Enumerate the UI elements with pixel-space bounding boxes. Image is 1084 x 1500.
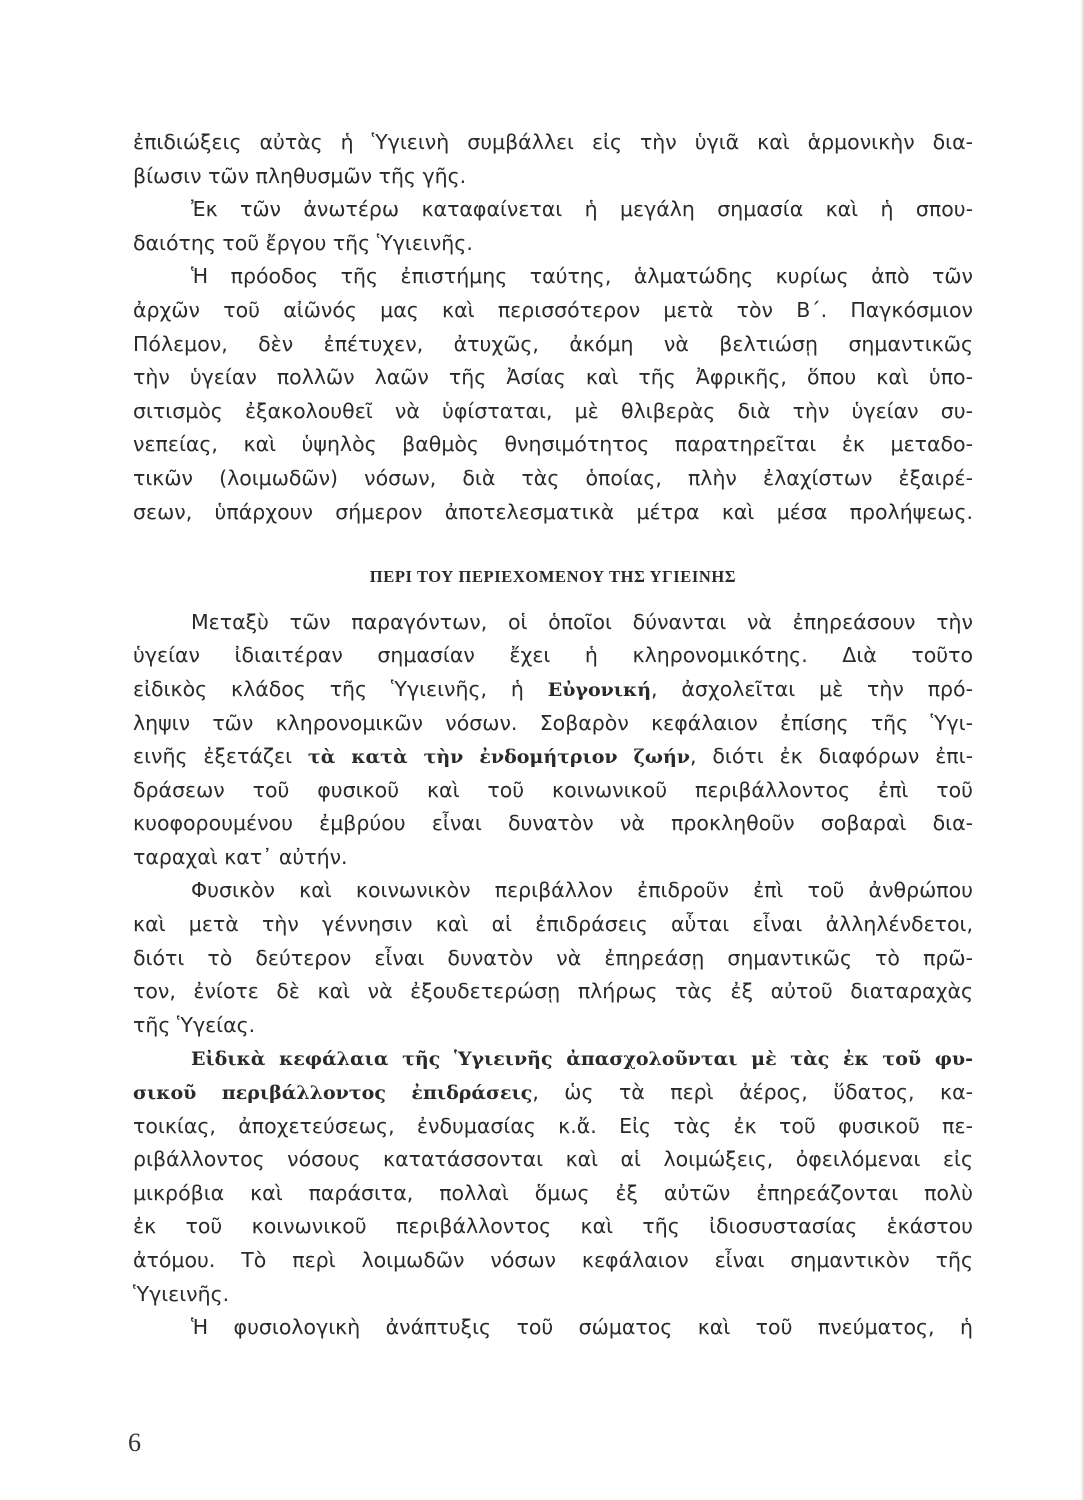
text-line: ἐκ τοῦ κοινωνικοῦ περιβάλλοντος καὶ τῆς ἰδιοσυστασίας ἑκάστου — [133, 1214, 973, 1239]
text-line: Ἡ φυσιολογικὴ ἀνάπτυξις τοῦ σώματος καὶ τοῦ πνεύματος, ἡ — [191, 1315, 973, 1340]
text-line: καὶ μετὰ τὴν γέννησιν καὶ αἱ ἐπιδράσεις αὗται εἶναι ἀλληλένδετοι, — [133, 912, 973, 937]
text-line: Πόλεμον, δὲν ἐπέτυχεν, ἀτυχῶς, ἀκόμη νὰ βελτιώσῃ σημαντικῶς — [133, 331, 973, 356]
bold-term: τὰ κατὰ τὴν ἐνδομήτριον ζωήν — [307, 746, 690, 769]
text-line: δαιότης τοῦ ἔργου τῆς Ὑγιεινῆς. — [133, 230, 473, 255]
text-line: σεων, ὑπάρχουν σήμερον ἀποτελεσματικὰ μέτρα καὶ μέσα προλήψεως. — [133, 499, 973, 524]
text-line: ληψιν τῶν κληρονομικῶν νόσων. Σοβαρὸν κεφάλαιον ἐπίσης τῆς Ὑγι- — [133, 710, 973, 735]
bold-term: Εὐγονική — [547, 678, 652, 701]
text-line — [133, 740, 973, 774]
paragraph-intro — [133, 126, 973, 529]
text-line: κυοφορουμένου ἐμβρύου εἶναι δυνατὸν νὰ προκληθοῦν σοβαραὶ δια- — [133, 811, 973, 836]
text-line: ἐπιδιώξεις αὐτὰς ἡ Ὑγιεινὴ συμβάλλει εἰς τὴν ὑγιᾶ καὶ ἁρμονικὴν δια- — [133, 130, 973, 154]
text-line: ἀρχῶν τοῦ αἰῶνός μας καὶ περισσότερον μετὰ τὸν Β΄. Παγκόσμιον — [133, 297, 973, 322]
bold-term: Εἰδικὰ κεφάλαια τῆς Ὑγιεινῆς ἀπασχολοῦνται μὲ τὰς ἐκ τοῦ φυ- — [191, 1048, 973, 1071]
bold-term: σικοῦ περιβάλλοντος ἐπιδράσεις — [133, 1082, 533, 1105]
text-run: , ὡς τὰ περὶ ἀέρος, ὕδατος, κα- — [532, 1080, 973, 1105]
text-line: Ἐκ τῶν ἀνωτέρω καταφαίνεται ἡ μεγάλη σημασία καὶ ἡ σπου- — [191, 197, 973, 222]
text-line: Ἡ πρόοδος τῆς ἐπιστήμης ταύτης, ἁλματώδης κυρίως ἀπὸ τῶν — [191, 264, 973, 289]
text-line: ταραχαὶ κατ᾽ αὐτήν. — [133, 844, 348, 869]
page-body — [133, 126, 973, 1345]
text-line: τὴν ὑγείαν πολλῶν λαῶν τῆς Ἀσίας καὶ τῆς Ἀφρικῆς, ὅπου καὶ ὑπο- — [133, 365, 973, 390]
text-run: , ἀσχολεῖται μὲ τὴν πρό- — [651, 676, 973, 701]
text-line: τικῶν (λοιμωδῶν) νόσων, διὰ τὰς ὁποίας, πλὴν ἐλαχίστων ἐξαιρέ- — [133, 465, 973, 490]
text-run: , διότι ἐκ διαφόρων ἐπι- — [689, 744, 973, 769]
text-line: τῆς Ὑγείας. — [133, 1012, 256, 1037]
paragraph-heredity — [133, 606, 973, 875]
paragraph-environment — [133, 874, 973, 1042]
text-line: ἀτόμου. Τὸ περὶ λοιμωδῶν νόσων κεφάλαιον εἶναι σημαντικὸν τῆς — [133, 1248, 973, 1272]
text-run: εινῆς ἐξετάζει — [133, 744, 308, 769]
text-line: Μεταξὺ τῶν παραγόντων, οἱ ὁποῖοι δύνανται νὰ ἐπηρεάσουν τὴν — [191, 609, 973, 634]
text-line: ὑγείαν ἰδιαιτέραν σημασίαν ἔχει ἡ κληρονομικότης. Διὰ τοῦτο — [133, 643, 973, 668]
section-heading: ΠΕΡΙ ΤΟΥ ΠΕΡΙΕΧΟΜΕΝΟΥ ΤΗΣ ΥΓΙΕΙΝΗΣ — [369, 567, 737, 587]
text-run: εἰδικὸς κλάδος τῆς Ὑγιεινῆς, ἡ — [133, 676, 548, 701]
text-line: μικρόβια καὶ παράσιτα, πολλαὶ ὅμως ἐξ αὐτῶν ἐπηρεάζονται πολὺ — [133, 1180, 973, 1205]
text-line: τον, ἐνίοτε δὲ καὶ νὰ ἐξουδετερώσῃ πλήρως τὰς ἐξ αὐτοῦ διαταραχὰς — [133, 979, 973, 1004]
paragraph-special-chapters — [133, 1042, 973, 1311]
text-line: δράσεων τοῦ φυσικοῦ καὶ τοῦ κοινωνικοῦ περιβάλλοντος ἐπὶ τοῦ — [133, 777, 973, 802]
text-line: νεπείας, καὶ ὑψηλὸς βαθμὸς θνησιμότητος παρατηρεῖται ἐκ μεταδο- — [133, 432, 973, 457]
paragraph-development — [133, 1311, 973, 1345]
text-line: σιτισμὸς ἐξακολουθεῖ νὰ ὑφίσταται, μὲ θλιβερὰς διὰ τὴν ὑγείαν συ- — [133, 398, 973, 423]
page-number: 6 — [128, 1428, 141, 1457]
text-line: διότι τὸ δεύτερον εἶναι δυνατὸν νὰ ἐπηρεάσῃ σημαντικῶς τὸ πρῶ- — [133, 945, 973, 970]
text-line: Φυσικὸν καὶ κοινωνικὸν περιβάλλον ἐπιδροῦν ἐπὶ τοῦ ἀνθρώπου — [191, 878, 973, 903]
text-line: τοικίας, ἀποχετεύσεως, ἐνδυμασίας κ.ἄ. Εἰς τὰς ἐκ τοῦ φυσικοῦ πε- — [133, 1113, 973, 1138]
text-line: βίωσιν τῶν πληθυσμῶν τῆς γῆς. — [133, 163, 467, 188]
text-line: Ὑγιεινῆς. — [133, 1281, 230, 1306]
text-line — [133, 1076, 973, 1110]
text-line — [133, 673, 973, 707]
text-line: ριβάλλοντος νόσους κατατάσσονται καὶ αἱ λοιμώξεις, ὀφειλόμεναι εἰς — [133, 1147, 973, 1172]
text-line — [133, 1042, 973, 1076]
